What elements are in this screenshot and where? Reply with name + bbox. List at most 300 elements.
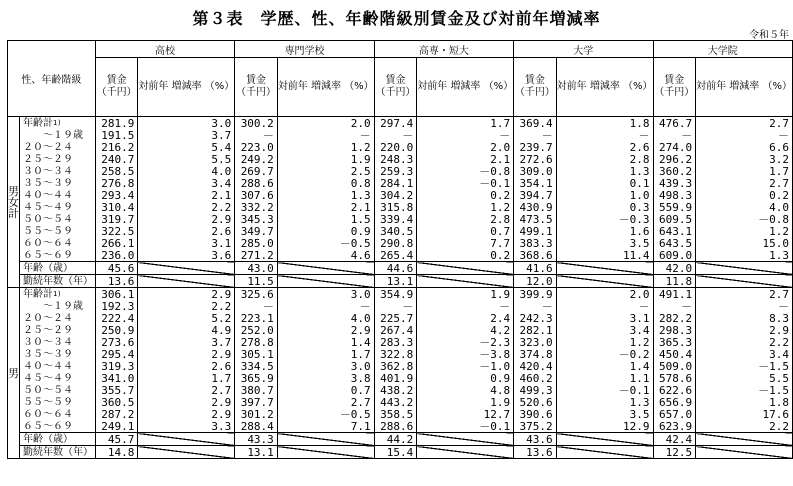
- rate-cell: －: [556, 300, 653, 312]
- tenure-cell: 15.4: [374, 446, 417, 459]
- wage-cell: 438.2: [374, 384, 417, 396]
- rate-cell: 2.6: [556, 141, 653, 153]
- wage-cell: 491.1: [653, 288, 696, 301]
- rate-cell: 17.6: [696, 408, 793, 420]
- rate-cell: 1.0: [556, 189, 653, 201]
- diagonal-cell: [138, 433, 235, 446]
- rate-cell: 3.4: [556, 324, 653, 336]
- wage-cell: 296.2: [653, 153, 696, 165]
- wage-cell: 622.6: [653, 384, 696, 396]
- table-row: [8, 433, 793, 446]
- wage-cell: 354.9: [374, 288, 417, 301]
- table-row: [8, 201, 793, 213]
- table-row: [8, 420, 793, 433]
- age-class-label: ２５～２９: [20, 153, 96, 165]
- table-row: [8, 348, 793, 360]
- rate-cell: 3.3: [138, 420, 235, 433]
- rate-cell: 12.7: [417, 408, 514, 420]
- wage-cell: 362.8: [374, 360, 417, 372]
- rate-cell: －0.1: [556, 384, 653, 396]
- wage-cell: 375.2: [514, 420, 557, 433]
- diagonal-cell: [138, 275, 235, 288]
- rate-cell: －1.0: [417, 360, 514, 372]
- age-class-label: ２０～２４: [20, 141, 96, 153]
- table-row: [8, 262, 793, 275]
- rate-cell: 2.9: [138, 213, 235, 225]
- footnote-mark: 1): [53, 118, 62, 127]
- rate-cell: 0.1: [556, 177, 653, 189]
- rate-cell: 2.4: [417, 312, 514, 324]
- rate-header: 対前年 増減率 （%）: [138, 58, 235, 117]
- table-row: [8, 117, 793, 130]
- level-header: 大学: [514, 41, 653, 58]
- rate-cell: 2.9: [138, 348, 235, 360]
- rate-cell: 2.7: [138, 384, 235, 396]
- era-label: 令和５年: [749, 30, 789, 41]
- diagonal-cell: [277, 433, 374, 446]
- wage-cell: 498.3: [653, 189, 696, 201]
- wage-cell: 300.2: [235, 117, 278, 130]
- wage-cell: 360.2: [653, 165, 696, 177]
- wage-cell: 288.6: [235, 177, 278, 189]
- wage-cell: 354.1: [514, 177, 557, 189]
- wage-cell: 267.4: [374, 324, 417, 336]
- wage-cell: 394.7: [514, 189, 557, 201]
- rate-cell: 1.9: [417, 288, 514, 301]
- rate-cell: 2.9: [138, 396, 235, 408]
- wage-cell: 383.3: [514, 237, 557, 249]
- wage-cell: 265.4: [374, 249, 417, 262]
- page-title: 第３表 学歴、性、年齢階級別賃金及び対前年増減率: [192, 9, 601, 28]
- wage-cell: 399.9: [514, 288, 557, 301]
- tenure-cell: 14.8: [95, 446, 138, 459]
- wage-cell: 242.3: [514, 312, 557, 324]
- wage-cell: 236.0: [95, 249, 138, 262]
- rate-cell: 0.2: [417, 249, 514, 262]
- age-label: 年齢（歳）: [20, 262, 96, 275]
- group-label: 男 女 計: [8, 117, 20, 288]
- age-cell: 45.6: [95, 262, 138, 275]
- rate-cell: 7.1: [277, 420, 374, 433]
- wage-cell: －: [235, 129, 278, 141]
- rate-cell: 8.3: [696, 312, 793, 324]
- wage-cell: 325.6: [235, 288, 278, 301]
- wage-cell: 358.5: [374, 408, 417, 420]
- rate-cell: 1.4: [556, 360, 653, 372]
- diagonal-cell: [417, 446, 514, 459]
- rate-cell: 1.7: [277, 348, 374, 360]
- wage-cell: －: [514, 129, 557, 141]
- wage-cell: 297.4: [374, 117, 417, 130]
- wage-cell: 273.6: [95, 336, 138, 348]
- wage-cell: 309.0: [514, 165, 557, 177]
- rate-cell: 5.2: [138, 312, 235, 324]
- wage-cell: 365.3: [653, 336, 696, 348]
- wage-cell: 295.4: [95, 348, 138, 360]
- age-cell: 43.0: [235, 262, 278, 275]
- rate-cell: 3.2: [696, 153, 793, 165]
- rate-cell: 2.2: [696, 420, 793, 433]
- age-class-label: ３０～３４: [20, 336, 96, 348]
- rate-cell: 3.4: [138, 177, 235, 189]
- rate-cell: 1.8: [696, 396, 793, 408]
- wage-cell: 623.9: [653, 420, 696, 433]
- rate-cell: 3.0: [277, 288, 374, 301]
- age-cell: 44.6: [374, 262, 417, 275]
- wage-cell: 249.2: [235, 153, 278, 165]
- wage-cell: 287.2: [95, 408, 138, 420]
- wage-cell: 319.7: [95, 213, 138, 225]
- age-cell: 45.7: [95, 433, 138, 446]
- rate-cell: 0.3: [556, 201, 653, 213]
- rate-cell: －: [696, 129, 793, 141]
- wage-cell: 306.1: [95, 288, 138, 301]
- wage-header: 賃金 （千円）: [514, 58, 557, 117]
- wage-cell: 315.8: [374, 201, 417, 213]
- rate-cell: 1.7: [417, 117, 514, 130]
- rate-cell: －0.3: [556, 213, 653, 225]
- rate-cell: 1.2: [417, 201, 514, 213]
- rate-cell: 1.3: [277, 189, 374, 201]
- rate-cell: 3.6: [138, 249, 235, 262]
- table-row: [8, 177, 793, 189]
- rate-cell: 1.3: [556, 396, 653, 408]
- age-class-label: ５５～５９: [20, 396, 96, 408]
- diagonal-cell: [556, 262, 653, 275]
- rate-cell: 2.7: [696, 117, 793, 130]
- wage-cell: 322.8: [374, 348, 417, 360]
- wage-header: 賃金 （千円）: [374, 58, 417, 117]
- rate-cell: －0.1: [417, 177, 514, 189]
- table-row: [8, 165, 793, 177]
- rate-cell: 1.9: [417, 396, 514, 408]
- rate-cell: 2.6: [138, 360, 235, 372]
- wage-cell: 301.2: [235, 408, 278, 420]
- wage-cell: 282.2: [653, 312, 696, 324]
- wage-cell: 240.7: [95, 153, 138, 165]
- rate-header: 対前年 増減率 （%）: [696, 58, 793, 117]
- wage-cell: 323.0: [514, 336, 557, 348]
- tenure-cell: 11.8: [653, 275, 696, 288]
- wage-cell: 278.8: [235, 336, 278, 348]
- wage-cell: 349.7: [235, 225, 278, 237]
- row-header: 性、年齢階級: [8, 41, 96, 117]
- rate-cell: 2.8: [556, 153, 653, 165]
- rate-cell: －3.8: [417, 348, 514, 360]
- rate-cell: 3.0: [277, 360, 374, 372]
- wage-cell: 439.3: [653, 177, 696, 189]
- wage-cell: 450.4: [653, 348, 696, 360]
- wage-cell: 499.1: [514, 225, 557, 237]
- table-row: [8, 249, 793, 262]
- rate-cell: 4.8: [417, 384, 514, 396]
- rate-cell: －0.8: [417, 165, 514, 177]
- age-class-label: ４０～４４: [20, 360, 96, 372]
- rate-cell: 2.7: [696, 177, 793, 189]
- age-class-label: ～１９歳: [20, 129, 96, 141]
- diagonal-cell: [417, 275, 514, 288]
- tenure-label: 勤続年数（年）: [20, 275, 96, 288]
- wage-cell: 282.1: [514, 324, 557, 336]
- wage-cell: 420.4: [514, 360, 557, 372]
- wage-cell: 332.2: [235, 201, 278, 213]
- rate-cell: 1.3: [696, 249, 793, 262]
- rate-cell: 0.9: [417, 372, 514, 384]
- table-row: [8, 225, 793, 237]
- diagonal-cell: [417, 433, 514, 446]
- diagonal-cell: [138, 446, 235, 459]
- table-row: [8, 396, 793, 408]
- wage-cell: 223.0: [235, 141, 278, 153]
- rate-cell: 0.9: [277, 225, 374, 237]
- rate-cell: 4.0: [138, 165, 235, 177]
- wage-table: [7, 40, 793, 459]
- wage-cell: 272.6: [514, 153, 557, 165]
- wage-cell: 266.1: [95, 237, 138, 249]
- rate-cell: 1.5: [277, 213, 374, 225]
- age-class-label: ２０～２４: [20, 312, 96, 324]
- wage-cell: 559.9: [653, 201, 696, 213]
- rate-header: 対前年 増減率 （%）: [417, 58, 514, 117]
- rate-cell: 3.1: [556, 312, 653, 324]
- rate-cell: －: [556, 129, 653, 141]
- diagonal-cell: [277, 275, 374, 288]
- wage-cell: 578.6: [653, 372, 696, 384]
- wage-cell: －: [374, 129, 417, 141]
- rate-cell: 2.8: [417, 213, 514, 225]
- wage-header: 賃金 （千円）: [235, 58, 278, 117]
- wage-cell: 390.6: [514, 408, 557, 420]
- wage-cell: 259.3: [374, 165, 417, 177]
- wage-cell: －: [374, 300, 417, 312]
- wage-cell: 258.5: [95, 165, 138, 177]
- rate-cell: 7.7: [417, 237, 514, 249]
- rate-cell: －0.5: [277, 408, 374, 420]
- wage-cell: 657.0: [653, 408, 696, 420]
- wage-cell: 369.4: [514, 117, 557, 130]
- rate-cell: －0.2: [556, 348, 653, 360]
- diagonal-cell: [277, 262, 374, 275]
- rate-cell: 4.2: [417, 324, 514, 336]
- age-class-label: ６５～６９: [20, 420, 96, 433]
- wage-cell: 288.4: [235, 420, 278, 433]
- rate-cell: 4.0: [277, 312, 374, 324]
- rate-cell: －0.8: [696, 213, 793, 225]
- wage-cell: 430.9: [514, 201, 557, 213]
- wage-cell: 473.5: [514, 213, 557, 225]
- rate-cell: 0.8: [277, 177, 374, 189]
- rate-cell: 2.7: [696, 288, 793, 301]
- wage-cell: 248.3: [374, 153, 417, 165]
- rate-cell: 6.6: [696, 141, 793, 153]
- rate-cell: －0.5: [277, 237, 374, 249]
- rate-cell: 3.0: [138, 117, 235, 130]
- rate-cell: 3.4: [696, 348, 793, 360]
- rate-cell: 2.9: [696, 324, 793, 336]
- wage-cell: 225.7: [374, 312, 417, 324]
- age-class-label: ６５～６９: [20, 249, 96, 262]
- wage-cell: 192.3: [95, 300, 138, 312]
- age-class-label: ４０～４４: [20, 189, 96, 201]
- rate-cell: 2.9: [138, 408, 235, 420]
- wage-cell: 307.6: [235, 189, 278, 201]
- table-row: [8, 360, 793, 372]
- age-class-label: ３５～３９: [20, 348, 96, 360]
- age-cell: 42.4: [653, 433, 696, 446]
- wage-cell: 509.0: [653, 360, 696, 372]
- tenure-cell: 12.5: [653, 446, 696, 459]
- diagonal-cell: [556, 275, 653, 288]
- wage-cell: 191.5: [95, 129, 138, 141]
- age-cell: 43.6: [514, 433, 557, 446]
- table-row: [8, 408, 793, 420]
- wage-cell: 319.3: [95, 360, 138, 372]
- wage-cell: 340.5: [374, 225, 417, 237]
- rate-cell: 3.7: [138, 129, 235, 141]
- wage-cell: －: [235, 300, 278, 312]
- table-row: [8, 372, 793, 384]
- table-row: [8, 189, 793, 201]
- rate-cell: 2.2: [138, 201, 235, 213]
- wage-header: 賃金 （千円）: [95, 58, 138, 117]
- age-class-label: 年齢計$^{1)}$: [20, 288, 96, 301]
- rate-cell: 1.7: [696, 165, 793, 177]
- wage-cell: 283.3: [374, 336, 417, 348]
- wage-cell: 355.7: [95, 384, 138, 396]
- wage-cell: 643.5: [653, 237, 696, 249]
- rate-cell: 2.0: [277, 117, 374, 130]
- wage-cell: 443.2: [374, 396, 417, 408]
- rate-cell: －: [417, 129, 514, 141]
- rate-cell: 0.7: [417, 225, 514, 237]
- tenure-label: 勤続年数（年）: [20, 446, 96, 459]
- wage-cell: 284.1: [374, 177, 417, 189]
- age-class-label: ２５～２９: [20, 324, 96, 336]
- rate-cell: 1.2: [277, 141, 374, 153]
- wage-cell: 252.0: [235, 324, 278, 336]
- rate-cell: －1.5: [696, 360, 793, 372]
- wage-cell: 305.1: [235, 348, 278, 360]
- wage-cell: 249.1: [95, 420, 138, 433]
- wage-cell: 380.7: [235, 384, 278, 396]
- rate-cell: 2.9: [277, 324, 374, 336]
- rate-cell: －1.5: [696, 384, 793, 396]
- tenure-cell: 13.1: [235, 446, 278, 459]
- rate-cell: 3.8: [277, 372, 374, 384]
- diagonal-cell: [138, 262, 235, 275]
- rate-cell: －: [696, 300, 793, 312]
- table-row: [8, 237, 793, 249]
- wage-cell: 401.9: [374, 372, 417, 384]
- tenure-cell: 11.5: [235, 275, 278, 288]
- wage-cell: 250.9: [95, 324, 138, 336]
- rate-cell: 0.7: [277, 384, 374, 396]
- rate-cell: 1.9: [277, 153, 374, 165]
- diagonal-cell: [696, 275, 793, 288]
- wage-cell: 322.5: [95, 225, 138, 237]
- rate-cell: 0.2: [417, 189, 514, 201]
- wage-cell: 310.4: [95, 201, 138, 213]
- age-class-label: ４５～４９: [20, 201, 96, 213]
- wage-cell: －: [653, 300, 696, 312]
- table-row: [8, 288, 793, 301]
- age-class-label: ３０～３４: [20, 165, 96, 177]
- wage-cell: 276.8: [95, 177, 138, 189]
- wage-cell: 304.2: [374, 189, 417, 201]
- wage-cell: 609.0: [653, 249, 696, 262]
- diagonal-cell: [696, 262, 793, 275]
- wage-cell: 216.2: [95, 141, 138, 153]
- wage-cell: 341.0: [95, 372, 138, 384]
- wage-cell: 293.4: [95, 189, 138, 201]
- rate-cell: 1.2: [556, 336, 653, 348]
- wage-cell: 656.9: [653, 396, 696, 408]
- wage-cell: 288.6: [374, 420, 417, 433]
- rate-cell: 2.7: [277, 396, 374, 408]
- diagonal-cell: [696, 433, 793, 446]
- level-header: 大学院: [653, 41, 792, 58]
- wage-cell: 220.0: [374, 141, 417, 153]
- table-row: [8, 312, 793, 324]
- table-row: [8, 300, 793, 312]
- wage-cell: 345.3: [235, 213, 278, 225]
- wage-cell: 290.8: [374, 237, 417, 249]
- tenure-cell: 13.6: [514, 446, 557, 459]
- wage-cell: 365.9: [235, 372, 278, 384]
- table-row: [8, 446, 793, 459]
- rate-cell: 2.9: [138, 288, 235, 301]
- rate-cell: 4.9: [138, 324, 235, 336]
- rate-cell: 1.7: [138, 372, 235, 384]
- rate-cell: 3.7: [138, 336, 235, 348]
- age-class-label: ～１９歳: [20, 300, 96, 312]
- rate-cell: 3.1: [138, 237, 235, 249]
- rate-cell: －: [277, 129, 374, 141]
- wage-cell: 239.7: [514, 141, 557, 153]
- rate-cell: 4.6: [277, 249, 374, 262]
- rate-cell: 2.0: [417, 141, 514, 153]
- table-row: [8, 336, 793, 348]
- age-class-label: ３５～３９: [20, 177, 96, 189]
- age-class-label: ６０～６４: [20, 237, 96, 249]
- rate-cell: 2.0: [556, 288, 653, 301]
- rate-cell: 1.4: [277, 336, 374, 348]
- rate-cell: 1.3: [556, 165, 653, 177]
- rate-cell: 1.8: [556, 117, 653, 130]
- table-row: [8, 129, 793, 141]
- wage-cell: 269.7: [235, 165, 278, 177]
- age-class-label: ６０～６４: [20, 408, 96, 420]
- rate-cell: 2.5: [277, 165, 374, 177]
- rate-cell: －: [277, 300, 374, 312]
- diagonal-cell: [556, 433, 653, 446]
- wage-cell: 643.1: [653, 225, 696, 237]
- age-class-label: ４５～４９: [20, 372, 96, 384]
- age-cell: 43.3: [235, 433, 278, 446]
- rate-cell: 0.2: [696, 189, 793, 201]
- rate-header: 対前年 増減率 （%）: [556, 58, 653, 117]
- age-class-label: ５０～５４: [20, 213, 96, 225]
- wage-cell: 360.5: [95, 396, 138, 408]
- table-row: [8, 275, 793, 288]
- rate-cell: 1.1: [556, 372, 653, 384]
- diagonal-cell: [417, 262, 514, 275]
- rate-cell: 2.1: [138, 189, 235, 201]
- wage-cell: 298.3: [653, 324, 696, 336]
- wage-cell: 460.2: [514, 372, 557, 384]
- age-cell: 41.6: [514, 262, 557, 275]
- level-header: 専門学校: [235, 41, 374, 58]
